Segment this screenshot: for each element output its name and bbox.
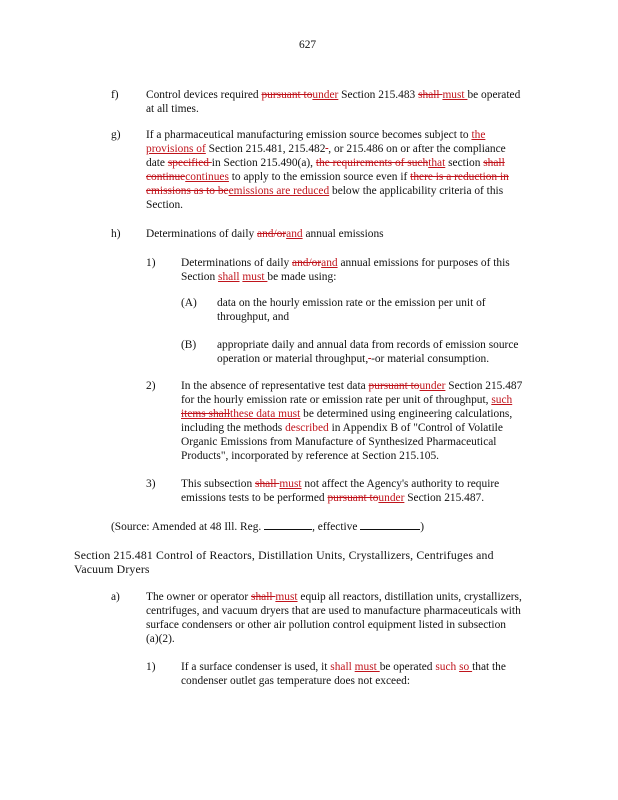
- clause-label-B: (B): [181, 339, 197, 351]
- subitem-h1-line-1: Determinations of daily and/orand annual emissions for purposes of this: [181, 257, 510, 269]
- subitem-h3-line-2: emissions tests to be performed pursuant tounder Section 215.487.: [181, 492, 485, 504]
- page-number: 627: [299, 39, 317, 51]
- subitem-h2-line-2: for the hourly emission rate or emission rate per unit of throughput, such: [181, 394, 513, 406]
- item-label-g: g): [111, 129, 121, 141]
- item-label-h: h): [111, 228, 121, 240]
- section-item-a-line-1: The owner or operator shall must equip all reactors, distillation units, crystallizers,: [146, 591, 522, 603]
- blank-reg-page: [264, 519, 312, 530]
- item-g-line-6: Section.: [146, 199, 184, 211]
- item-label-f: f): [111, 89, 119, 101]
- source-note: (Source: Amended at 48 Ill. Reg. , effective ): [111, 521, 425, 533]
- subitem-h1-line-2: Section shall must be made using:: [181, 271, 337, 283]
- subitem-label-h3: 3): [146, 478, 156, 490]
- subitem-label-h1: 1): [146, 257, 156, 269]
- section-heading-line-2: Vacuum Dryers: [74, 562, 150, 576]
- subitem-h2-line-1: In the absence of representative test data pursuant tounder Section 215.487: [181, 380, 523, 392]
- section-item-a-line-3: surface condensers or other air pollution control equipment listed in subsection: [146, 619, 506, 631]
- subitem-h2-line-3: items shallthese data must be determined using engineering calculations,: [181, 408, 513, 420]
- clause-B-line-2: operation or material throughput, -or material consumption.: [217, 353, 490, 365]
- section-subitem-a1-line-1: If a surface condenser is used, it shall must be operated such so that the: [181, 661, 506, 673]
- subitem-h2-line-6: Products", incorporated by reference at Section 215.105.: [181, 450, 440, 462]
- item-g-line-5: emissions as to beemissions are reduced below the applicability criteria of this: [146, 185, 504, 197]
- item-g-line-4: continuecontinues to apply to the emission source even if there is a reduction in: [146, 171, 509, 183]
- section-item-a-line-4: (a)(2).: [146, 633, 175, 645]
- item-h-line-1: Determinations of daily and/orand annual emissions: [146, 228, 384, 240]
- subitem-label-h2: 2): [146, 380, 156, 392]
- item-f-line-1: Control devices required pursuant tounder Section 215.483 shall must be operated: [146, 89, 521, 101]
- item-g-line-3: date specified in Section 215.490(a), the requirements of suchthat section shall: [146, 157, 505, 169]
- item-g-line-1: If a pharmaceutical manufacturing emission source becomes subject to the: [146, 129, 486, 141]
- clause-label-A: (A): [181, 297, 197, 309]
- subitem-h2-line-4: including the methods described in Appendix B of "Control of Volatile: [181, 422, 503, 434]
- section-item-a-line-2: centrifuges, and vacuum dryers that are used to manufacture pharmaceuticals with: [146, 605, 521, 617]
- blank-effective-date: [360, 519, 420, 530]
- item-f-line-2: at all times.: [146, 103, 199, 115]
- section-subitem-a1-line-2: condenser outlet gas temperature does not exceed:: [181, 675, 410, 687]
- clause-B-line-1: appropriate daily and annual data from records of emission source: [217, 339, 519, 351]
- section-heading-line-1: Section 215.481 Control of Reactors, Distillation Units, Crystallizers, Centrifuges and: [74, 548, 494, 562]
- subitem-h3-line-1: This subsection shall must not affect the Agency's authority to require: [181, 478, 500, 490]
- clause-A-line-1: data on the hourly emission rate or the emission per unit of: [217, 297, 486, 309]
- section-subitem-label-a1: 1): [146, 661, 156, 673]
- section-item-label-a: a): [111, 591, 120, 603]
- item-g-line-2: provisions of Section 215.481, 215.482 , or 215.486 on or after the compliance: [146, 143, 506, 155]
- subitem-h2-line-5: Organic Emissions from Manufacture of Synthesized Pharmaceutical: [181, 436, 497, 448]
- clause-A-line-2: throughput, and: [217, 311, 290, 323]
